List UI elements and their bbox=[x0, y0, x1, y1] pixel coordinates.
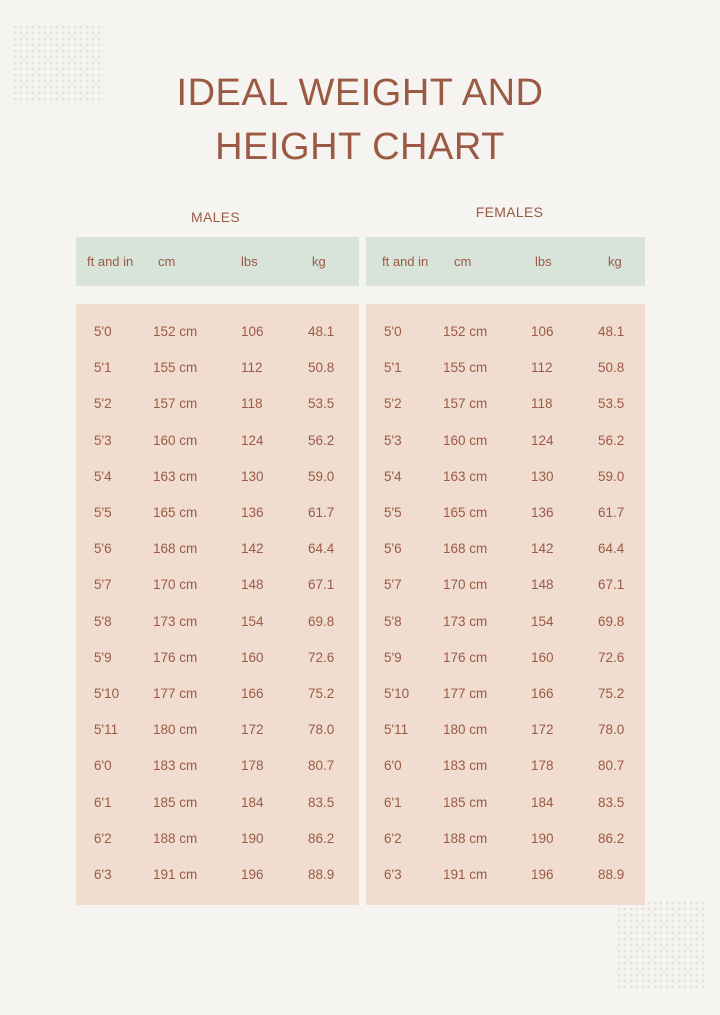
cell-ft-in: 5'3 bbox=[384, 432, 402, 448]
cell-cm: 185 cm bbox=[153, 794, 198, 810]
cell-cm: 163 cm bbox=[443, 468, 488, 484]
cell-kg: 75.2 bbox=[598, 686, 625, 701]
cell-lbs: 166 bbox=[241, 686, 264, 701]
table-row bbox=[76, 386, 359, 422]
column-header-ft-in: ft and in bbox=[87, 254, 134, 269]
table-row bbox=[76, 712, 359, 748]
cell-cm: 168 cm bbox=[443, 541, 488, 557]
cell-kg: 72.6 bbox=[308, 649, 335, 665]
cell-kg: 56.2 bbox=[598, 432, 625, 448]
cell-lbs: 142 bbox=[241, 541, 264, 557]
cell-ft-in: 5'8 bbox=[384, 613, 402, 629]
cell-cm: 191 cm bbox=[153, 867, 198, 882]
cell-kg: 78.0 bbox=[598, 722, 625, 738]
cell-lbs: 172 bbox=[241, 722, 264, 738]
column-header-lbs: lbs bbox=[241, 254, 258, 269]
cell-lbs: 190 bbox=[531, 830, 554, 846]
cell-ft-in: 5'2 bbox=[384, 396, 402, 412]
table-row bbox=[366, 531, 645, 567]
cell-kg: 78.0 bbox=[308, 722, 335, 738]
cell-lbs: 154 bbox=[531, 613, 554, 629]
cell-cm: 168 cm bbox=[153, 541, 198, 557]
females-label: FEMALES bbox=[475, 204, 544, 220]
cell-ft-in: 5'6 bbox=[94, 541, 112, 557]
cell-cm: 177 cm bbox=[443, 686, 488, 701]
cell-kg: 88.9 bbox=[308, 867, 335, 882]
cell-lbs: 154 bbox=[241, 613, 264, 629]
cell-kg: 61.7 bbox=[308, 505, 335, 520]
table-row bbox=[76, 821, 359, 857]
cell-lbs: 124 bbox=[531, 432, 554, 448]
cell-lbs: 106 bbox=[531, 324, 554, 339]
cell-cm: 155 cm bbox=[443, 360, 488, 376]
females-table-body bbox=[366, 304, 645, 905]
cell-kg: 67.1 bbox=[308, 577, 335, 593]
table-row bbox=[366, 423, 645, 459]
cell-ft-in: 5'10 bbox=[384, 686, 410, 701]
cell-ft-in: 5'4 bbox=[94, 468, 112, 484]
cell-ft-in: 6'0 bbox=[94, 758, 112, 774]
table-row bbox=[366, 821, 645, 857]
cell-kg: 80.7 bbox=[598, 758, 625, 774]
cell-lbs: 184 bbox=[241, 794, 264, 810]
cell-ft-in: 5'11 bbox=[384, 722, 409, 738]
cell-lbs: 160 bbox=[531, 649, 554, 665]
cell-lbs: 196 bbox=[531, 867, 554, 882]
title-line-2: HEIGHT CHART bbox=[215, 126, 505, 168]
cell-cm: 188 cm bbox=[443, 830, 488, 846]
cell-lbs: 130 bbox=[531, 468, 554, 484]
table-row bbox=[366, 350, 645, 386]
cell-ft-in: 5'0 bbox=[384, 324, 402, 339]
cell-lbs: 106 bbox=[241, 324, 264, 339]
cell-kg: 59.0 bbox=[598, 468, 625, 484]
cell-cm: 180 cm bbox=[153, 722, 198, 738]
cell-cm: 165 cm bbox=[443, 505, 488, 520]
cell-lbs: 142 bbox=[531, 541, 554, 557]
cell-kg: 53.5 bbox=[598, 396, 625, 412]
cell-lbs: 112 bbox=[241, 360, 263, 376]
table-row bbox=[366, 857, 645, 893]
cell-ft-in: 5'9 bbox=[94, 649, 112, 665]
cell-cm: 157 cm bbox=[443, 396, 488, 412]
cell-kg: 64.4 bbox=[308, 541, 335, 557]
cell-cm: 180 cm bbox=[443, 722, 488, 738]
cell-lbs: 124 bbox=[241, 432, 264, 448]
page-title bbox=[0, 66, 720, 174]
cell-cm: 188 cm bbox=[153, 830, 198, 846]
column-header-kg: kg bbox=[608, 254, 622, 269]
table-row bbox=[76, 604, 359, 640]
cell-kg: 83.5 bbox=[598, 794, 625, 810]
cell-lbs: 184 bbox=[531, 794, 554, 810]
cell-ft-in: 5'4 bbox=[384, 468, 402, 484]
cell-ft-in: 6'2 bbox=[94, 830, 112, 846]
cell-kg: 48.1 bbox=[598, 324, 625, 339]
table-row bbox=[366, 748, 645, 784]
table-row bbox=[76, 350, 359, 386]
cell-cm: 155 cm bbox=[153, 360, 198, 376]
cell-kg: 86.2 bbox=[598, 830, 625, 846]
table-row bbox=[76, 640, 359, 676]
cell-cm: 185 cm bbox=[443, 794, 488, 810]
table-row bbox=[366, 712, 645, 748]
cell-lbs: 178 bbox=[241, 758, 264, 774]
table-row bbox=[76, 857, 359, 893]
cell-cm: 173 cm bbox=[443, 613, 488, 629]
cell-cm: 170 cm bbox=[443, 577, 488, 593]
cell-kg: 61.7 bbox=[598, 505, 625, 520]
column-header-cm: cm bbox=[454, 254, 472, 269]
table-row bbox=[366, 640, 645, 676]
cell-ft-in: 5'5 bbox=[94, 505, 112, 520]
cell-lbs: 118 bbox=[531, 396, 553, 412]
cell-ft-in: 5'11 bbox=[94, 722, 119, 738]
table-row bbox=[76, 676, 359, 712]
cell-lbs: 172 bbox=[531, 722, 554, 738]
cell-ft-in: 5'2 bbox=[94, 396, 112, 412]
table-row bbox=[366, 314, 645, 350]
cell-kg: 72.6 bbox=[598, 649, 625, 665]
cell-lbs: 166 bbox=[531, 686, 554, 701]
cell-kg: 56.2 bbox=[308, 432, 335, 448]
males-table-header bbox=[76, 237, 359, 286]
cell-ft-in: 5'7 bbox=[94, 577, 112, 593]
cell-ft-in: 5'5 bbox=[384, 505, 402, 520]
cell-lbs: 118 bbox=[241, 396, 263, 412]
cell-cm: 163 cm bbox=[153, 468, 198, 484]
cell-kg: 50.8 bbox=[598, 360, 625, 376]
column-header-kg: kg bbox=[312, 254, 326, 269]
table-row bbox=[76, 531, 359, 567]
column-header-lbs: lbs bbox=[535, 254, 552, 269]
cell-ft-in: 6'1 bbox=[384, 794, 402, 810]
cell-cm: 160 cm bbox=[443, 432, 488, 448]
cell-cm: 183 cm bbox=[443, 758, 488, 774]
table-row bbox=[366, 495, 645, 531]
cell-lbs: 148 bbox=[241, 577, 264, 593]
cell-lbs: 136 bbox=[241, 505, 264, 520]
cell-cm: 176 cm bbox=[443, 649, 488, 665]
cell-cm: 160 cm bbox=[153, 432, 198, 448]
cell-cm: 152 cm bbox=[443, 324, 488, 339]
table-row bbox=[76, 423, 359, 459]
females-table-header bbox=[366, 237, 645, 286]
cell-ft-in: 5'1 bbox=[384, 360, 402, 376]
cell-cm: 170 cm bbox=[153, 577, 198, 593]
cell-cm: 191 cm bbox=[443, 867, 488, 882]
cell-ft-in: 5'0 bbox=[94, 324, 112, 339]
cell-ft-in: 5'1 bbox=[94, 360, 112, 376]
table-row bbox=[76, 495, 359, 531]
cell-cm: 165 cm bbox=[153, 505, 198, 520]
cell-lbs: 130 bbox=[241, 468, 264, 484]
cell-ft-in: 5'9 bbox=[384, 649, 402, 665]
cell-kg: 67.1 bbox=[598, 577, 625, 593]
cell-ft-in: 6'1 bbox=[94, 794, 112, 810]
cell-lbs: 136 bbox=[531, 505, 554, 520]
table-row bbox=[76, 567, 359, 603]
table-row bbox=[366, 676, 645, 712]
cell-kg: 80.7 bbox=[308, 758, 335, 774]
cell-kg: 75.2 bbox=[308, 686, 335, 701]
cell-ft-in: 5'3 bbox=[94, 432, 112, 448]
cell-ft-in: 6'0 bbox=[384, 758, 402, 774]
cell-cm: 183 cm bbox=[153, 758, 198, 774]
cell-kg: 50.8 bbox=[308, 360, 335, 376]
cell-kg: 86.2 bbox=[308, 830, 335, 846]
column-header-cm: cm bbox=[158, 254, 176, 269]
table-row bbox=[366, 459, 645, 495]
cell-cm: 152 cm bbox=[153, 324, 198, 339]
cell-ft-in: 6'2 bbox=[384, 830, 402, 846]
table-row bbox=[76, 459, 359, 495]
table-row bbox=[366, 567, 645, 603]
cell-kg: 69.8 bbox=[308, 613, 335, 629]
males-table-body bbox=[76, 304, 359, 905]
cell-lbs: 148 bbox=[531, 577, 554, 593]
cell-cm: 176 cm bbox=[153, 649, 198, 665]
cell-ft-in: 5'8 bbox=[94, 613, 112, 629]
cell-ft-in: 6'3 bbox=[94, 867, 112, 882]
table-row bbox=[366, 604, 645, 640]
table-row bbox=[366, 386, 645, 422]
cell-cm: 157 cm bbox=[153, 396, 198, 412]
cell-cm: 173 cm bbox=[153, 613, 198, 629]
cell-kg: 69.8 bbox=[598, 613, 625, 629]
cell-lbs: 178 bbox=[531, 758, 554, 774]
cell-ft-in: 5'6 bbox=[384, 541, 402, 557]
males-label: MALES bbox=[191, 209, 240, 225]
cell-kg: 64.4 bbox=[598, 541, 625, 557]
cell-kg: 53.5 bbox=[308, 396, 335, 412]
cell-lbs: 196 bbox=[241, 867, 264, 882]
table-row bbox=[76, 748, 359, 784]
cell-ft-in: 6'3 bbox=[384, 867, 402, 882]
cell-lbs: 160 bbox=[241, 649, 264, 665]
title-line-1: IDEAL WEIGHT AND bbox=[176, 72, 544, 114]
cell-cm: 177 cm bbox=[153, 686, 198, 701]
table-row bbox=[366, 785, 645, 821]
cell-lbs: 112 bbox=[531, 360, 553, 376]
cell-kg: 88.9 bbox=[598, 867, 625, 882]
table-row bbox=[76, 785, 359, 821]
table-row bbox=[76, 314, 359, 350]
dot-pattern-decoration bbox=[616, 900, 708, 990]
column-header-ft-in: ft and in bbox=[382, 254, 429, 269]
cell-ft-in: 5'10 bbox=[94, 686, 120, 701]
cell-kg: 48.1 bbox=[308, 324, 335, 339]
cell-kg: 83.5 bbox=[308, 794, 335, 810]
cell-lbs: 190 bbox=[241, 830, 264, 846]
cell-ft-in: 5'7 bbox=[384, 577, 402, 593]
cell-kg: 59.0 bbox=[308, 468, 335, 484]
